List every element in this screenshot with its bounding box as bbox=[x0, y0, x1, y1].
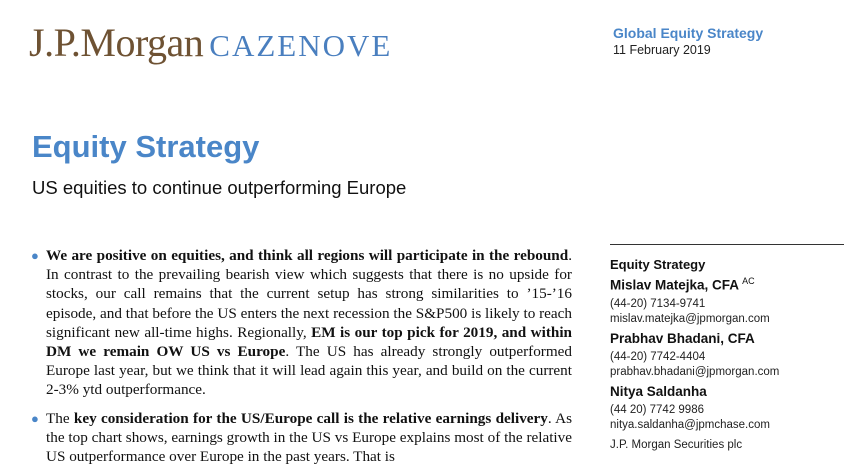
body-text: . As the top chart shows, earnings growth in the US vs Europe explains most of the relative US outperformance over Europe in the past years. That is bbox=[46, 409, 572, 466]
report-date: 11 February 2019 bbox=[613, 43, 711, 57]
bold-text: EM is our top pick for 2019, and within DM we remain OW US vs Europe bbox=[46, 323, 573, 361]
analyst-phone: (44-20) 7742-4404 bbox=[610, 350, 706, 363]
bullet-paragraph-1 bbox=[31, 246, 572, 400]
bullet-icon: ● bbox=[31, 248, 39, 263]
contacts-title: Equity Strategy bbox=[610, 257, 706, 272]
report-series: Global Equity Strategy bbox=[613, 25, 764, 41]
report-header bbox=[613, 25, 763, 57]
analyst-name: Nitya Saldanha bbox=[610, 383, 707, 399]
report-body bbox=[31, 246, 572, 475]
bullet-icon: ● bbox=[31, 410, 39, 426]
logo-jpmorgan: J.P.Morgan bbox=[29, 20, 204, 65]
jpmorgan-cazenove-logo bbox=[29, 19, 392, 66]
page-subtitle: US equities to continue outperforming Europe bbox=[32, 177, 407, 198]
logo-cazenove: CAZENOVE bbox=[209, 28, 393, 63]
body-text: . In contrast to the prevailing bearish view which suggests that there is no upside for stocks, our call remains that the current setup has strong similarities to ’15-’16 episode, and that before the US enters the next recession the S&P500 is likely to reach significant new all-time highs. Regionally, bbox=[46, 247, 572, 341]
analyst-contact bbox=[610, 297, 844, 327]
analyst-email[interactable]: prabhav.bhadani@jpmorgan.com bbox=[610, 365, 780, 378]
analyst-phone: (44-20) 7134-9741 bbox=[610, 297, 706, 310]
firm-name: J.P. Morgan Securities plc bbox=[610, 438, 743, 451]
body-text: The bbox=[46, 409, 74, 427]
analyst-contacts bbox=[610, 244, 844, 451]
analyst-email[interactable]: mislav.matejka@jpmorgan.com bbox=[610, 312, 770, 325]
analyst-name: Mislav Matejka, CFA $^{AC}$ bbox=[610, 276, 755, 293]
analyst-contact bbox=[610, 403, 844, 433]
bold-text: key consideration for the US/Europe call is the relative earnings delivery bbox=[73, 409, 548, 427]
bold-text: We are positive on equities, and think all regions will participate in the rebound bbox=[46, 247, 569, 264]
page-title: Equity Strategy bbox=[32, 129, 260, 164]
analyst-certification-mark: AC bbox=[742, 276, 755, 286]
analyst-email[interactable]: nitya.saldanha@jpmchase.com bbox=[610, 418, 770, 431]
analyst-contact bbox=[610, 350, 844, 380]
analyst-name: Prabhav Bhadani, CFA bbox=[610, 330, 755, 346]
bullet-paragraph-2 bbox=[31, 409, 572, 467]
analyst-phone: (44 20) 7742 9986 bbox=[610, 403, 704, 416]
body-text: . The US has already strongly outperformed Europe last year, but we think that it will lead again this year, and build on the current 2-3% ytd outperformance. bbox=[46, 343, 572, 399]
